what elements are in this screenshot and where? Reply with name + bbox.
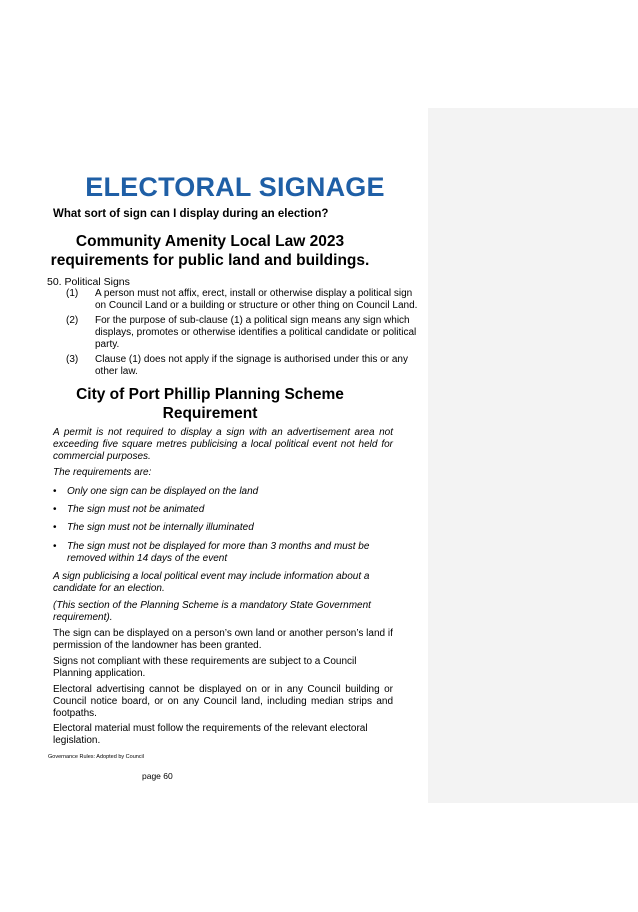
requirements-label: The requirements are: (53, 467, 152, 478)
page-number: page 60 (142, 771, 173, 781)
local-law-heading: Community Amenity Local Law 2023 requirements for public land and buildings. (50, 233, 370, 269)
legislation-paragraph: Electoral material must follow the requirements of the relevant electoral legislation. (53, 723, 368, 746)
mandatory-note: (This section of the Planning Scheme is a mandatory State Government requirement). (53, 600, 371, 623)
candidate-note: A sign publicising a local political event may include information about a candidate for an election. (53, 571, 370, 594)
comment-pane (428, 108, 638, 803)
council-land-paragraph: Electoral advertising cannot be displayed on or in any Council building or Council notice board, or on any Council land, including median strips and footpaths. (53, 684, 393, 719)
planning-scheme-heading: City of Port Phillip Planning Scheme Requirement (76, 386, 344, 422)
footer-text: Governance Rules: Adopted by Council (48, 754, 145, 760)
own-land-paragraph: The sign can be displayed on a person’s own land or another person’s land if permission of the landowner has been granted. (53, 628, 393, 651)
non-compliant-paragraph: Signs not compliant with these requirements are subject to a Council Planning application. (53, 656, 357, 679)
question-heading: What sort of sign can I display during an election? (53, 208, 329, 220)
page-title: ELECTORAL SIGNAGE (85, 172, 385, 202)
permit-intro: A permit is not required to display a sign with an advertisement area not exceeding five square metres publicising a local political event not held for commercial purposes. (53, 427, 393, 462)
clause-title: 50. Political Signs (47, 276, 130, 288)
